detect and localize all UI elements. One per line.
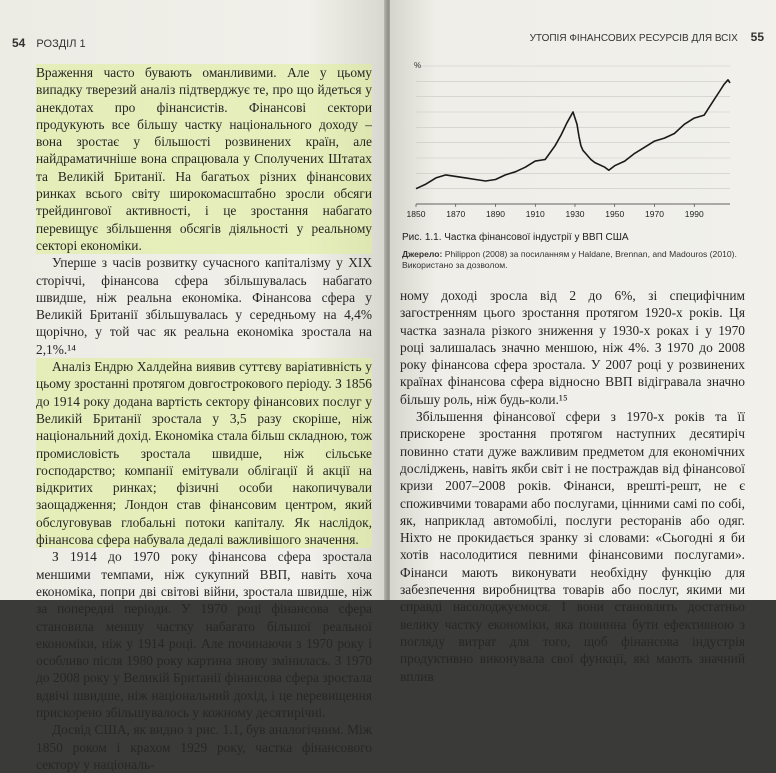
figure-source — [402, 249, 748, 271]
paragraph: ному доході зросла від 2 до 6%, зі специфічним загостренням цього зростання протягом 1920-х років. Ця частка зазнала різкого зниження у 1930-х роках і у 1970 році залишалась значно меншою, ніж 4%. З 1970 до 2008 року фінансова сфера зростала. У 2007 році у розвинених країнах фінансова сфера відносно ВВП відігравала значно більшу роль, ніж будь-коли.¹⁵ — [400, 288, 745, 407]
right-running-head: УТОПІЯ ФІНАНСОВИХ РЕСУРСІВ ДЛЯ ВСІХ — [529, 33, 738, 44]
left-running-head: РОЗДІЛ 1 — [36, 38, 86, 50]
paragraph: Аналіз Ендрю Халдейна виявив суттєву варіативність у цьому зростанні протягом довгострокового періоду. З 1856 до 1914 року додана вартість сектору фінансових послуг у Великій Британії зростала у 3,5 разу скоріше, ніж національний дохід. Економіка стала більш складною, тож промисловість зростала швидше, ніж сільське господарство; компанії емітували облігації й акції на відкритих ринках; фізичні особи накопичували заощадження; Лондон став фінансовим центром, який обслуговував глобальні потоки капіталу. Як наслідок, фінансова сфера набувала дедалі важливішого значення. — [36, 359, 372, 548]
paragraph: Уперше з часів розвитку сучасного капіталізму у XIX сторіччі, фінансова сфера збільшувалась набагато швидше, ніж реальна економіка. Фінансова сфера у Великій Британії збільшувалась у середньому на 4,4% щорічно, у той час як реальна економіка зростала на 2,1%.¹⁴ — [36, 255, 372, 357]
right-page-number: 55 — [750, 30, 764, 44]
series-line — [416, 80, 730, 189]
x-tick-label: 1850 — [406, 209, 426, 219]
figure-chart — [400, 54, 748, 232]
paragraph: Збільшення фінансової сфери з 1970-х років та її прискорене зростання протягом наступних десятиріч повинно стати дуже важливим предметом для економічних досліджень, навіть якби світ і не постраждав від фінансової кризи 2007–2008 років. Фінанси, врешті-решт, не є споживчими товарами або послугами, цінними самі по собі, як, наприклад автомобілі, послуги ресторанів або одяг. Ніхто не прокидається зранку зі словами: «Сьогодні я би хотів насолодитися певними фінансовими послугами». Фінанси мають виконувати необхідну функцію для забезпечення виробництва товарів або послуг, якими ми справді насолоджуємося. І вони становлять достатньо велику частку економіки, яка повинна бути ефективною з погляду витрат для того, щоб фінансова індустрія продуктивно виконувала свої функції, які мають значний вплив — [400, 409, 745, 684]
source-label: Джерело: — [402, 249, 443, 259]
left-page-header — [12, 36, 86, 50]
x-tick-label: 1930 — [565, 209, 585, 219]
x-tick-label: 1870 — [446, 209, 466, 219]
x-tick-label: 1970 — [645, 209, 664, 219]
left-page — [0, 0, 386, 772]
right-page-header — [530, 30, 764, 44]
left-body-text — [36, 64, 372, 773]
x-tick-label: 1910 — [525, 209, 545, 219]
x-tick-label: 1890 — [486, 209, 505, 219]
source-text: Philippon (2008) за посиланням у Haldane, Brennan, and Madouros (2010). Використано за дозволом. — [402, 249, 737, 270]
left-page-number: 54 — [12, 36, 26, 50]
y-axis-label: % — [414, 61, 422, 70]
figure-caption: Рис. 1.1. Частка фінансової індустрії у ВВП США — [402, 232, 629, 243]
paragraph: З 1914 до 1970 року фінансова сфера зростала меншими темпами, ніж сукупний ВВП, навіть хоча економіка, попри дві світові війни, зростала швидше, ніж за попередні періоди. У 1970 році фінансова сфера становила меншу частку набагато більшої реальної економіки, ніж у 1914 році. Але починаючи з 1970 року і особливо після 1980 року картина знову змінилась. З 1970 до 2008 року у Великій Британії фінансова сфера зростала вдвічі швидше, ніж національний дохід, і це перевищення прискорено збільшувалось у кожному десятирічні. — [36, 549, 372, 720]
paragraph: Досвід США, як видно з рис. 1.1, був аналогічним. Між 1850 роком і крахом 1929 року, частка фінансового сектору у національ- — [36, 722, 372, 772]
chart-svg — [400, 54, 748, 232]
x-tick-label: 1950 — [605, 209, 625, 219]
paragraph: Враження часто бувають оманливими. Але у цьому випадку тверезий аналіз підтверджує те, про що йдеться у анекдотах про фінансистів. Фінансові сектори продукують все більшу частку національного доходу – вона зростає у більшості розвинених країн, але найдраматичніше вона спрацювала у Сполучених Штатах та Великій Британії. На багатьох різних фінансових ринках всього світу широкомасштабно зросли обсяги трейдингової активності, і це зростання набагато перевищує збільшення обсягів діяльності у реальному секторі економіки. — [36, 65, 372, 253]
right-page — [390, 0, 776, 684]
x-tick-label: 1990 — [684, 209, 704, 219]
right-body-text — [400, 287, 745, 685]
